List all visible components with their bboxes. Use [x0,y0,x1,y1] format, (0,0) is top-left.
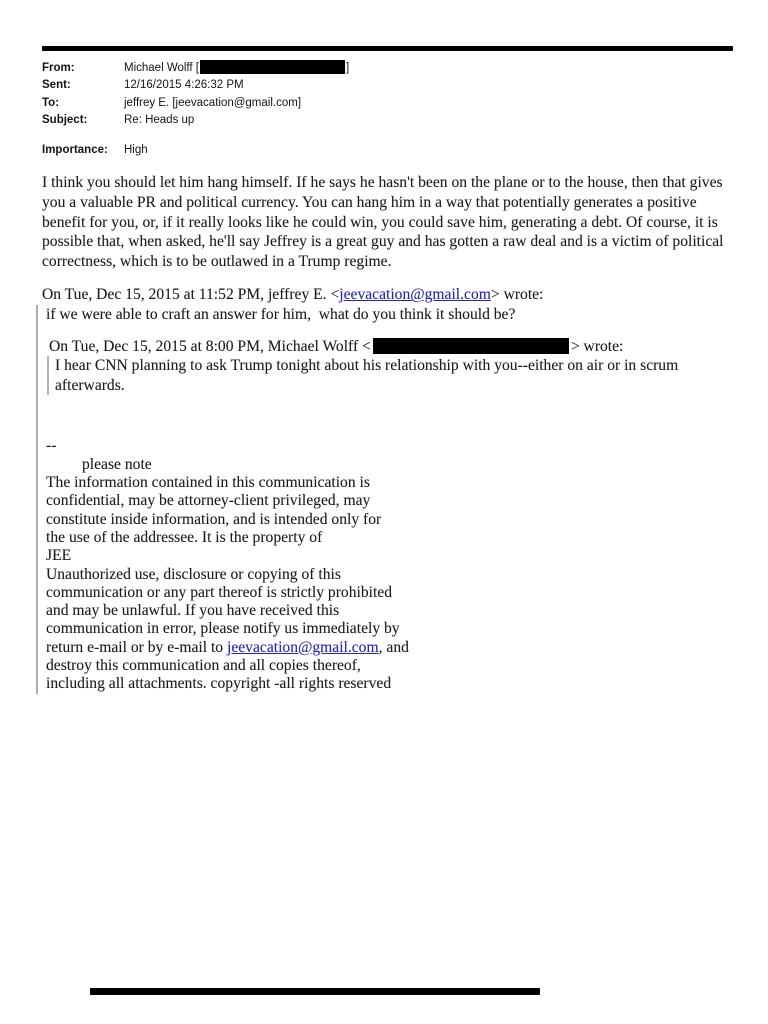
signature-line: return e-mail or by e-mail to jeevacation@gmail.com, and [46,638,409,656]
sent-value: 12/16/2015 4:26:32 PM [124,79,244,92]
from-value-prefix: Michael Wolff [ [124,62,199,74]
signature-line: JEE [46,547,72,565]
spacer [46,395,742,437]
quote2-message: I hear CNN planning to ask Trump tonight about his relationship with you--either on air or in scrum afterwards. [55,357,679,394]
quote2-attribution-suffix: > wrote: [570,337,624,355]
importance-label: Importance: [42,144,108,157]
from-value [124,60,349,77]
signature-line: the use of the addressee. It is the property of [46,528,323,546]
subject-label: Subject: [42,113,88,126]
from-value-suffix: ] [346,62,350,74]
quote1-attribution [42,285,742,305]
subject-value: Re: Heads up [124,113,195,126]
spacer [46,325,742,337]
quote2-attribution-prefix: On Tue, Dec 15, 2015 at 8:00 PM, Michael Wolff < [49,337,371,355]
to-label: To: [42,96,60,109]
signature-line: communication in error, please notify us immediately by [46,620,400,638]
signature-disclaimer [46,474,742,694]
signature-note: please note [82,455,152,473]
header-row-importance [42,142,742,159]
signature-line: confidential, may be attorney-client privileged, may [46,492,371,510]
quote1-message: if we were able to craft an answer for him, what do you think it should be? [46,306,516,324]
signature-line: Unauthorized use, disclosure or copying of this [46,565,341,583]
from-label: From: [42,62,75,74]
importance-value: High [124,144,148,157]
quoted-block-level1 [36,305,742,694]
quote2-attribution [46,337,742,357]
signature-block [46,437,742,693]
quoted-block-level2 [47,356,742,395]
document-content [42,60,742,694]
signature-line: and may be unlawful. If you have received this [46,602,340,620]
signature-email-link[interactable]: jeevacation@gmail.com [227,638,379,656]
signature-line: The information contained in this communication is [46,474,370,492]
quote1-attribution-suffix: > wrote: [490,286,544,304]
header-row-to [42,95,742,112]
header-row-subject [42,112,742,129]
quote1-attribution-prefix: On Tue, Dec 15, 2015 at 11:52 PM, jeffrey E. < [42,286,340,304]
signature-separator: -- [46,437,57,455]
signature-line: communication or any part thereof is strictly prohibited [46,583,393,601]
signature-line: constitute inside information, and is intended only for [46,510,382,528]
redacted-email-address [373,338,569,354]
quote1-email-link[interactable]: jeevacation@gmail.com [339,286,491,304]
sent-label: Sent: [42,79,71,92]
to-value: jeffrey E. [jeevacation@gmail.com] [124,96,302,109]
top-redaction-bar [42,46,733,51]
header-row-from [42,60,742,77]
signature-line: destroy this communication and all copies thereof, [46,656,361,674]
redacted-sender-address [200,60,345,74]
header-row-sent [42,77,742,94]
bottom-redaction-bar [90,988,540,995]
signature-line: including all attachments. copyright -all rights reserved [46,675,392,693]
email-headers [42,60,742,159]
email-body-paragraph: I think you should let him hang himself. If he says he hasn't been on the plane or to the house, then that gives you a valuable PR and political currency. You can hang him in a way that potentially generates a positive benefit for you, or, if it really looks like he could win, you could save him, generating a debt. Of course, it is possible that, when asked, he'll say Jeffrey is a great guy and has gotten a raw deal and is a victim of political correctness, which is to be outlawed in a Trump regime. [42,174,724,270]
